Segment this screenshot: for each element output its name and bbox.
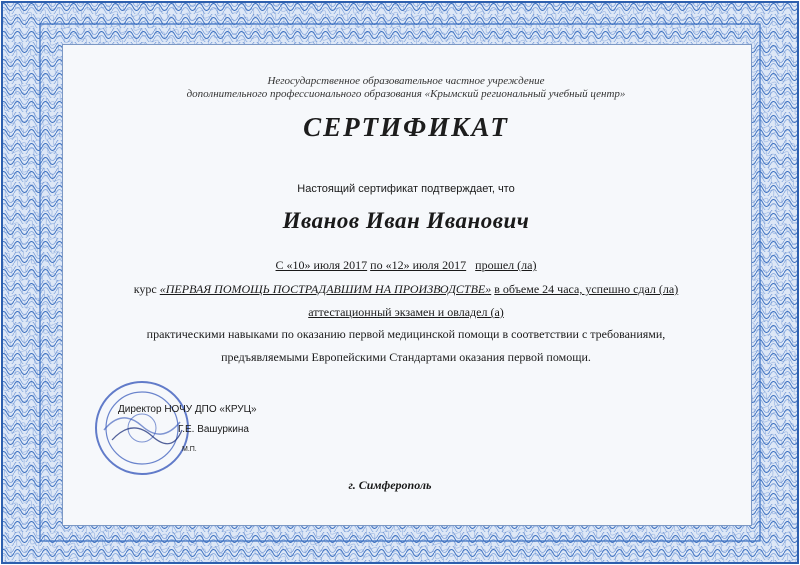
organization-line-2: дополнительного профессионального образования «Крымский региональный учебный центр»: [186, 88, 626, 100]
director-title: Директор НОЧУ ДПО «КРУЦ»: [118, 404, 257, 415]
skills-line-1: практическими навыками по оказанию первой медицинской помощи в соответствии с требованиями,: [146, 327, 666, 341]
confirmation-text: Настоящий сертификат подтверждает, что: [297, 183, 515, 195]
exam-text: аттестационный экзамен и овладел (а): [308, 305, 504, 319]
date-from: С «10» июля 2017: [275, 258, 368, 272]
course-line: [62, 282, 750, 297]
skills-line-2: предъявляемыми Европейскими Стандартами оказания первой помощи.: [221, 350, 591, 364]
date-to: по «12» июля 2017: [370, 258, 467, 272]
director-name: Г.Е. Вашуркина: [178, 424, 249, 435]
course-prefix: курс: [133, 282, 157, 296]
city: г. Симферополь: [348, 478, 432, 492]
recipient-name: Иванов Иван Иванович: [282, 208, 530, 233]
exam-line: [62, 305, 750, 320]
course-hours: в объеме 24 часа, успешно сдал (ла): [494, 282, 679, 296]
course-dates: [62, 258, 750, 273]
passed-text: прошел (ла): [475, 258, 537, 272]
organization-line-1: Негосударственное образовательное частное учреждение: [267, 75, 545, 87]
course-name: «ПЕРВАЯ ПОМОЩЬ ПОСТРАДАВШИМ НА ПРОИЗВОДСТВЕ»: [159, 282, 492, 296]
stamp-place: М.П.: [182, 446, 197, 453]
certificate-title: СЕРТИФИКАТ: [303, 112, 509, 142]
round-stamp: [92, 378, 192, 478]
